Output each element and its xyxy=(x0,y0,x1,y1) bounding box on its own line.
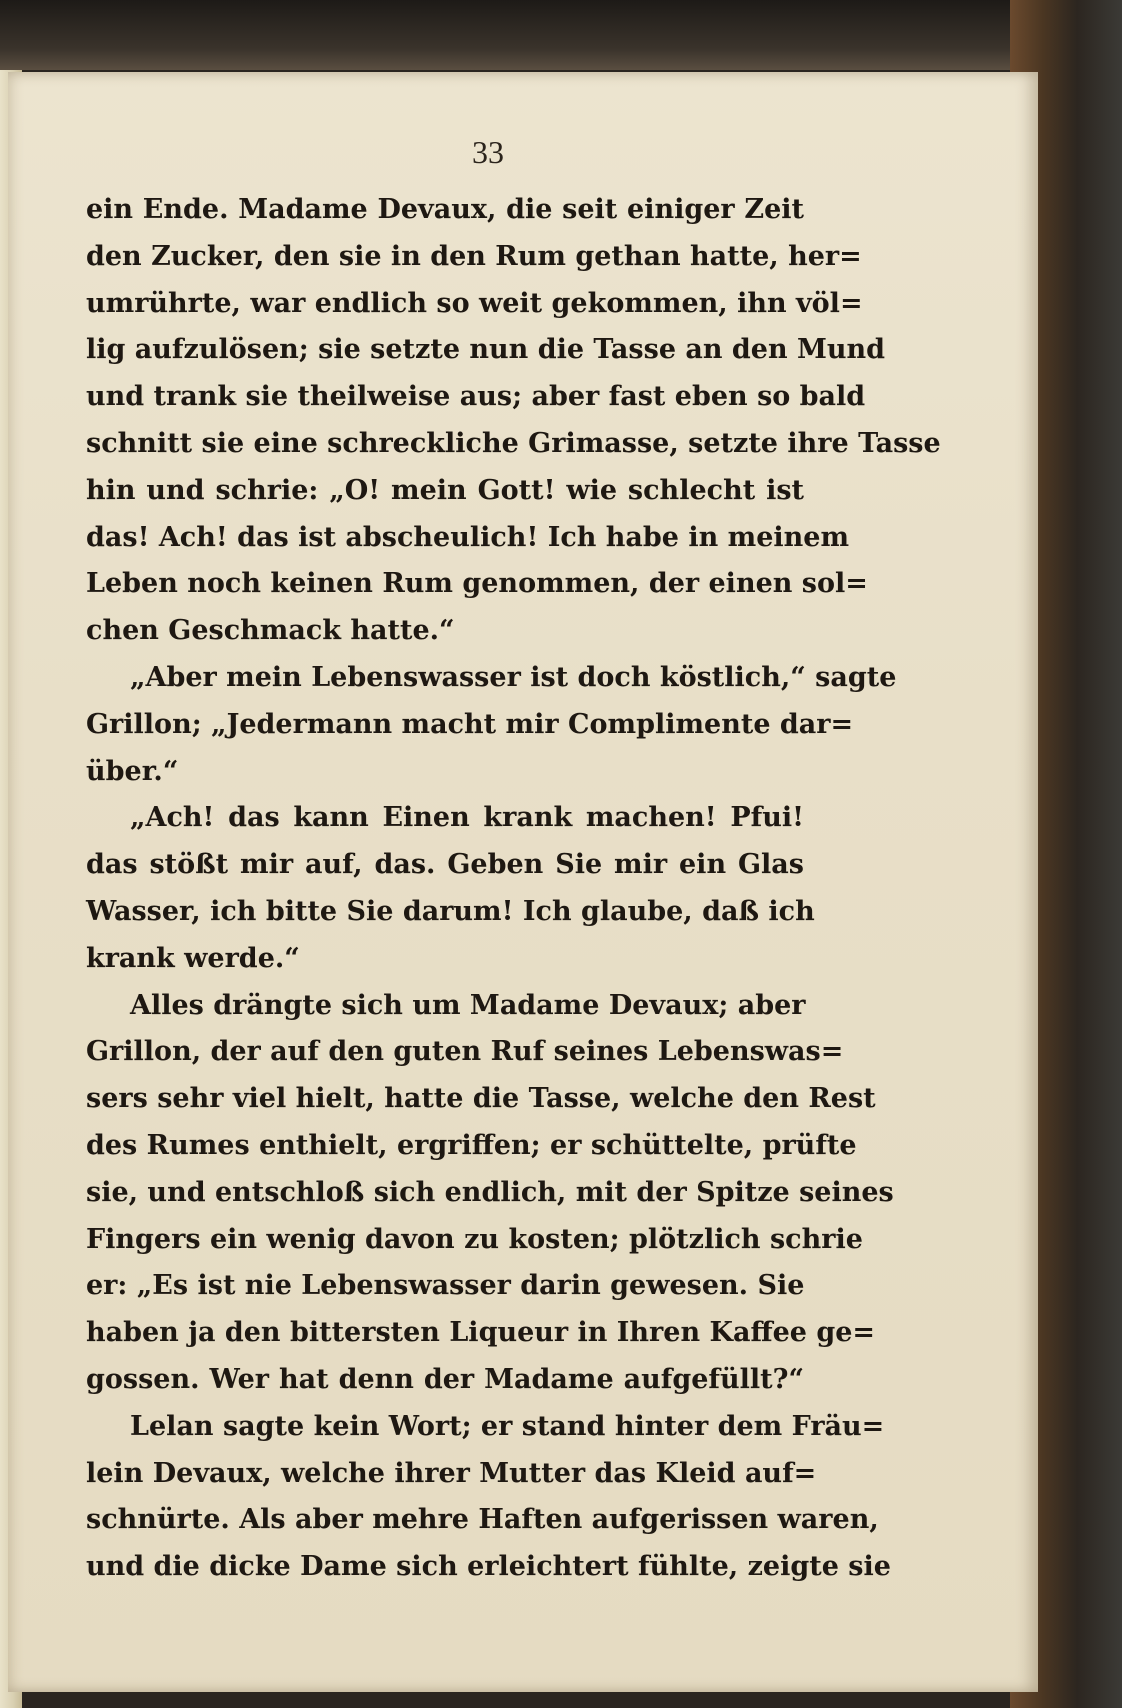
text-line: krank werde.“ xyxy=(86,942,300,974)
text-line: und trank sie theilweise aus; aber fast eben so bald xyxy=(86,381,866,413)
text-line: umrührte, war endlich so weit gekommen, ihn völ= xyxy=(86,287,863,319)
text-line: lig aufzulösen; sie setzte nun die Tasse an den Mund xyxy=(86,334,886,366)
text-line: über.“ xyxy=(86,755,179,787)
text-line: lein Devaux, welche ihrer Mutter das Kleid auf= xyxy=(86,1457,817,1489)
text-line: Wasser, ich bitte Sie darum! Ich glaube, daß ich xyxy=(86,895,815,927)
text-line: „Aber mein Lebenswasser ist doch köstlich,“ sagte xyxy=(130,661,897,693)
text-line: den Zucker, den sie in den Rum gethan hatte, her= xyxy=(86,240,862,272)
text-line: haben ja den bittersten Liqueur in Ihren Kaffee ge= xyxy=(86,1317,876,1349)
text-line: er: „Es ist nie Lebenswasser darin gewesen. Sie xyxy=(86,1270,805,1302)
text-line: des Rumes enthielt, ergriffen; er schüttelte, prüfte xyxy=(86,1129,857,1161)
text-line: gossen. Wer hat denn der Madame aufgefüllt?“ xyxy=(86,1363,804,1395)
text-line: Fingers ein wenig davon zu kosten; plötzlich schrie xyxy=(86,1223,863,1255)
text-line: und die dicke Dame sich erleichtert fühlte, zeigte sie xyxy=(86,1551,891,1583)
text-line: Lelan sagte kein Wort; er stand hinter dem Fräu= xyxy=(130,1410,885,1442)
page-body-text xyxy=(86,187,941,1591)
text-line: schnürte. Als aber mehre Haften aufgerissen waren, xyxy=(86,1504,879,1536)
text-line: Alles drängte sich um Madame Devaux; aber xyxy=(130,989,806,1021)
text-line: Grillon, der auf den guten Ruf seines Lebenswas= xyxy=(86,1036,844,1068)
book-page xyxy=(8,72,1038,1692)
text-line: sie, und entschloß sich endlich, mit der Spitze seines xyxy=(86,1176,894,1208)
text-line: das stößt mir auf, das. Geben Sie mir ein Glas xyxy=(86,849,804,881)
text-line: chen Geschmack hatte.“ xyxy=(86,615,455,647)
text-line: Leben noch keinen Rum genommen, der einen sol= xyxy=(86,568,868,600)
text-line: sers sehr viel hielt, hatte die Tasse, welche den Rest xyxy=(86,1083,876,1115)
text-line: das! Ach! das ist abscheulich! Ich habe in meinem xyxy=(86,521,850,553)
text-line: schnitt sie eine schreckliche Grimasse, setzte ihre Tasse xyxy=(86,427,941,459)
book-cover-top xyxy=(0,0,1122,70)
text-line: ein Ende. Madame Devaux, die seit einiger Zeit xyxy=(86,194,804,225)
text-line: Grillon; „Jedermann macht mir Complimente dar= xyxy=(86,708,854,740)
text-line: hin und schrie: „O! mein Gott! wie schlecht ist xyxy=(86,474,804,506)
page-number: 33 xyxy=(472,134,504,170)
text-line: „Ach! das kann Einen krank machen! Pfui! xyxy=(130,802,804,834)
